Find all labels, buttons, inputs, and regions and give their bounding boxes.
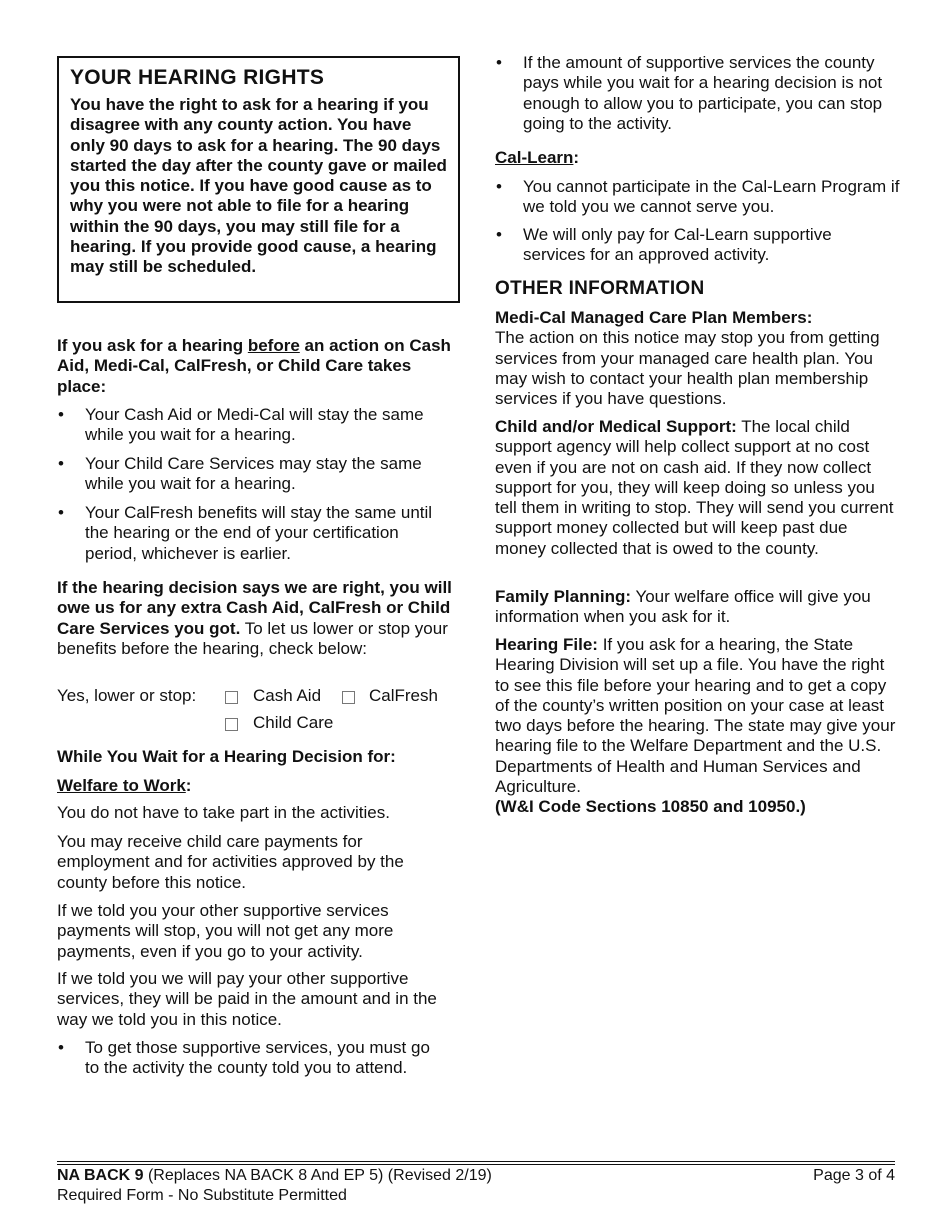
wtw-paragraph: You do not have to take part in the activities. — [57, 803, 390, 822]
footer-rule — [57, 1161, 895, 1162]
list-item: • You cannot participate in the Cal-Learn Program if we told you we cannot serve you. — [495, 177, 900, 218]
wtw-paragraph: You may receive child care payments for employment and for activities approved by the county before this notice. — [57, 832, 404, 892]
owe-us-paragraph: If the hearing decision says we are right, you will owe us for any extra Cash Aid, CalFresh or Child Care Services you got. To let us lower or stop your benefits before the hearing, check below: — [57, 578, 452, 658]
list-item: • We will only pay for Cal-Learn supportive services for an approved activity. — [495, 225, 873, 266]
family-planning-paragraph: Family Planning: Your welfare office will give you information when you ask for it. — [495, 587, 871, 627]
page-number: Page 3 of 4 — [813, 1167, 895, 1184]
medi-cal-paragraph: Medi-Cal Managed Care Plan Members: The action on this notice may stop you from getting services from your managed care health plan. You may wish to contact your health plan membership services if you have questions. — [495, 308, 880, 409]
lower-or-stop-checkboxes — [57, 686, 459, 736]
list-item: • Your Cash Aid or Medi-Cal will stay the same while you wait for a hearing. — [57, 405, 459, 446]
footer-form-info — [57, 1166, 492, 1206]
cash-aid-checkbox[interactable] — [225, 691, 238, 704]
wait-heading: While You Wait for a Hearing Decision for: — [57, 747, 396, 766]
footer-rule — [57, 1164, 895, 1165]
calfresh-label: CalFresh — [369, 686, 438, 705]
form-note: (Replaces NA BACK 8 And EP 5) (Revised 2/19) — [143, 1167, 492, 1184]
calfresh-checkbox[interactable] — [342, 691, 355, 704]
cal-learn-heading: Cal-Learn: — [495, 148, 580, 167]
wtw-paragraph: If we told you your other supportive services payments will stop, you will not get any more payments, even if you go to your activity. — [57, 901, 394, 961]
cash-aid-label: Cash Aid — [253, 686, 322, 705]
list-item: • Your CalFresh benefits will stay the same until the hearing or the end of your certification period, whichever is earlier. — [57, 503, 435, 564]
child-care-label: Child Care — [253, 713, 334, 732]
hearing-rights-title: YOUR HEARING RIGHTS — [70, 66, 325, 89]
hearing-rights-body: You have the right to ask for a hearing if you disagree with any county action. You have only 90 days to ask for a hearing. The 90 days started the day after the county gave or mailed you this notice. If you have good cause as to why you were not able to file for a hearing within the 90 days, you may still file for a hearing. If you provide good cause, a hearing may still be scheduled. — [70, 95, 447, 277]
child-support-paragraph: Child and/or Medical Support: The local child support agency will help collect support at no cost even if you are not on cash aid. If they now collect support for you, they will keep doing so unless you tell them in writing to stop. They will send you current support money collected but will keep past due money collected that is owed to the county. — [495, 417, 894, 558]
list-item: • To get those supportive services, you must go to the activity the county told you to attend. — [57, 1038, 445, 1079]
wtw-paragraph: If we told you we will pay your other supportive services, they will be paid in the amount and in the way we told you in this notice. — [57, 969, 437, 1029]
required-form-note: Required Form - No Substitute Permitted — [57, 1187, 347, 1204]
before-action-intro: If you ask for a hearing before an action on Cash Aid, Medi-Cal, CalFresh, or Child Care takes place: — [57, 336, 451, 396]
list-item: • Your Child Care Services may stay the same while you wait for a hearing. — [57, 454, 459, 495]
list-item: • If the amount of supportive services the county pays while you wait for a hearing decision is not enough to allow you to participate, you can stop going to the activity. — [495, 53, 900, 134]
checkbox-group-label: Yes, lower or stop: — [57, 686, 197, 705]
other-information-heading: OTHER INFORMATION — [495, 278, 705, 299]
hearing-rights-box — [57, 56, 460, 303]
form-id: NA BACK 9 — [57, 1167, 144, 1184]
welfare-to-work-heading: Welfare to Work: — [57, 776, 192, 795]
hearing-file-paragraph: Hearing File: If you ask for a hearing, the State Hearing Division will set up a file. You have the right to see this file before your hearing and to get a copy of the county’s written position on your case at least two days before the hearing. The state may give your hearing file to the Welfare Department and the U.S. Departments of Health and Human Services and Agriculture. (W&I Code Sections 10850 and 10950.) — [495, 635, 896, 817]
child-care-checkbox[interactable] — [225, 718, 238, 731]
